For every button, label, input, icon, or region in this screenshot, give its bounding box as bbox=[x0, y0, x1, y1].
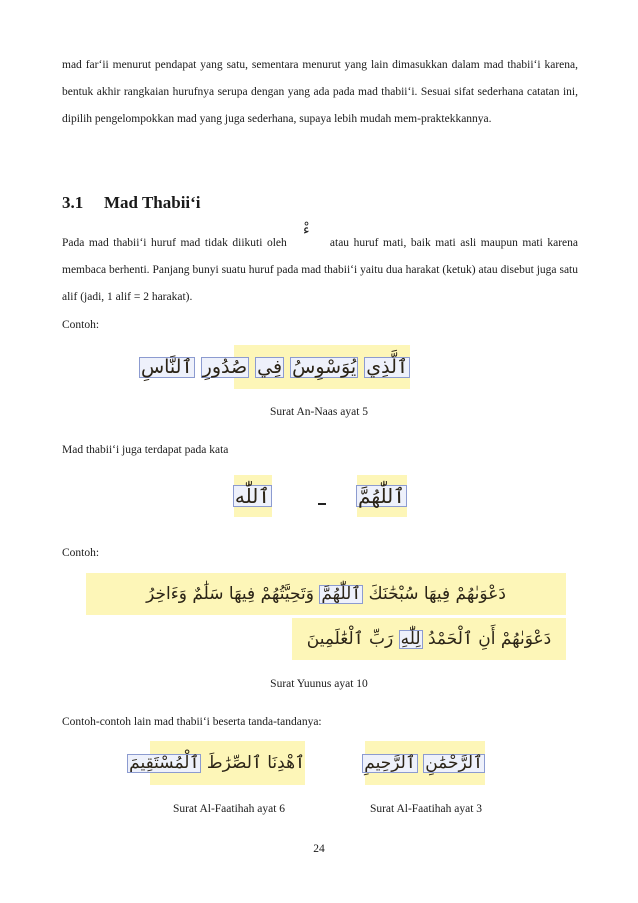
intro-paragraph: mad far‘ii menurut pendapat yang satu, sementara menurut yang lain dimasukkan dalam mad thabii‘i karena, bentuk akhir rangkaian hurufnya serupa dengan yang ada pada mad thabii‘i. Sesuai sifat sederhana catatan ini, dipilih pengelompokkan mad yang juga sederhana, supaya lebih mudah mem-praktekkannya. bbox=[62, 59, 578, 125]
arabic-text: دَعْوَىٰهُمْ فِيهَا سُبْحَٰنَكَ bbox=[368, 584, 506, 604]
arabic-word-highlight: فِي bbox=[257, 356, 283, 378]
arabic-text: دَعْوَىٰهُمْ أَنِ ٱلْحَمْدُ bbox=[427, 629, 552, 649]
arabic-word-highlight: ٱللّٰهُمَّ bbox=[358, 484, 405, 508]
arabic-word-highlight: ٱللّٰه bbox=[234, 484, 270, 508]
arabic-word-highlight: ٱلرَّحِيمِ bbox=[364, 753, 416, 773]
example-label-2: Contoh: bbox=[62, 547, 100, 559]
example-label-1: Contoh: bbox=[62, 319, 100, 331]
arabic-example-fatihah-3 bbox=[365, 741, 485, 785]
definition-text-1: Pada mad thabii‘i huruf mad tidak diikuti oleh bbox=[62, 237, 287, 249]
arabic-word-highlight: لِلّٰهِ bbox=[400, 629, 421, 649]
arabic-example-yunus-line-2 bbox=[292, 618, 566, 660]
others-text: Contoh-contoh lain mad thabii‘i beserta tanda-tandanya: bbox=[62, 716, 322, 728]
also-text: Mad thabii‘i juga terdapat pada kata bbox=[62, 444, 229, 456]
arabic-word-highlight: ٱلنَّاسِ bbox=[140, 356, 193, 378]
arabic-word-highlight: يُوَسْوِسُ bbox=[292, 356, 357, 378]
arabic-example-an-naas bbox=[140, 345, 410, 389]
section-heading bbox=[62, 193, 201, 213]
page-number: 24 bbox=[313, 843, 325, 855]
section-number: 3.1 bbox=[62, 193, 84, 212]
arabic-word-highlight: ٱلرَّحْمَٰنِ bbox=[425, 753, 483, 773]
arabic-word-highlight: ٱللّٰهُمَّ bbox=[321, 584, 362, 604]
arabic-word-allah bbox=[234, 475, 272, 517]
arabic-text: رَبِّ ٱلْعَٰلَمِينَ bbox=[306, 629, 394, 649]
definition-paragraph bbox=[62, 230, 578, 311]
separator-dash bbox=[318, 503, 326, 505]
definition-text-2: atau huruf mati, baik mati asli maupun mati karena membaca berhenti. Panjang bunyi suatu huruf pada mad thabii‘i yaitu dua harakat (ketuk) atau disebut juga satu alif (jadi, 1 alif = 2 harakat). bbox=[62, 237, 579, 303]
arabic-word-allahumma bbox=[357, 475, 407, 517]
caption-fatihah-6: Surat Al-Faatihah ayat 6 bbox=[172, 803, 286, 815]
caption-yunus: Surat Yuunus ayat 10 bbox=[270, 678, 368, 690]
section-title: Mad Thabii‘i bbox=[104, 193, 201, 212]
arabic-example-fatihah-6 bbox=[129, 741, 305, 785]
arabic-text: ٱهْدِنَا ٱلصِّرَٰطَ bbox=[206, 753, 305, 773]
arabic-word-highlight: ٱلْمُسْتَقِيمَ bbox=[129, 753, 200, 773]
arabic-word-highlight: ٱلَّذِي bbox=[366, 356, 408, 378]
arabic-text: وَتَحِيَّتُهُمْ فِيهَا سَلَٰمٌ وَءَاخِرُ bbox=[146, 584, 314, 604]
arabic-example-yunus-line-1 bbox=[86, 573, 566, 615]
arabic-word-highlight: صُدُورِ bbox=[202, 356, 248, 378]
caption-fatihah-3: Surat Al-Faatihah ayat 3 bbox=[369, 803, 483, 815]
hamza-sukun-symbol: ءْ bbox=[303, 222, 310, 238]
caption-an-naas: Surat An-Naas ayat 5 bbox=[269, 406, 369, 418]
